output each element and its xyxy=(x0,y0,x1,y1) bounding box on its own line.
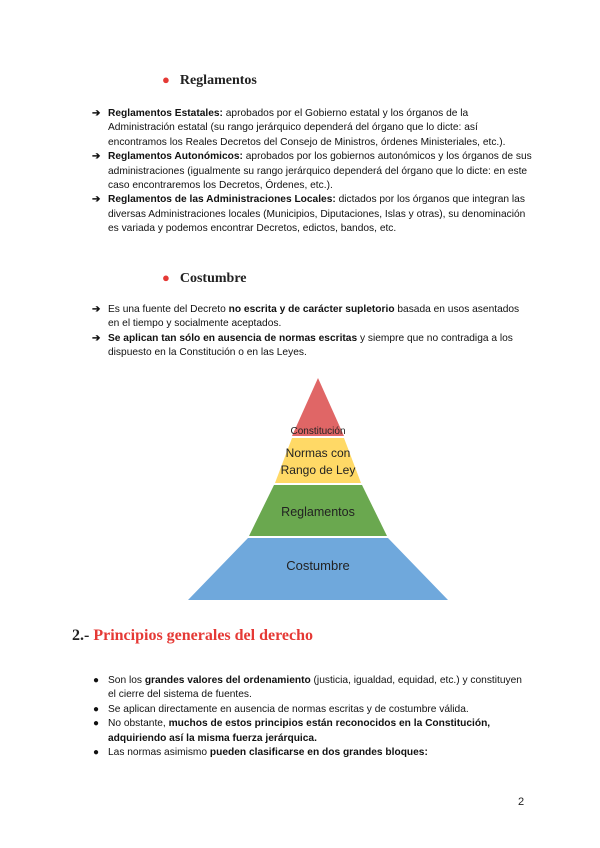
pyramid-label-reglamentos: Reglamentos xyxy=(281,505,355,519)
list-item: ➔ Reglamentos Estatales: aprobados por el Gobierno estatal y los órganos de la Administración estatal (su rango jerárquico dependerá del órgano que lo dicte: así encontramos los Reales Decretos del Consejo de Ministros, órdenes Ministeriales, etc.). xyxy=(92,108,506,148)
pyramid-label-costumbre: Costumbre xyxy=(286,558,350,573)
bullet-dot-icon: ● xyxy=(162,72,170,87)
arrow-icon: ➔ xyxy=(92,304,101,315)
pyramid-label-normas-line2: Rango de Ley xyxy=(280,463,356,477)
heading-principios: 2.- Principios generales del derecho xyxy=(72,627,313,644)
heading-costumbre: ● Costumbre xyxy=(162,270,247,286)
bullet-icon: ● xyxy=(93,747,100,759)
list-item: ➔ Se aplican tan sólo en ausencia de normas escritas y siempre que no contradiga a los dispuesto en la Constitución o en las Leyes. xyxy=(92,332,513,359)
list-item: ● Las normas asimismo pueden clasificarse en dos grandes bloques: xyxy=(92,746,532,760)
pyramid-diagram xyxy=(186,376,450,602)
costumbre-list xyxy=(92,303,532,361)
list-item: ➔ Reglamentos de las Administraciones Locales: dictados por los órganos que integran las diversas Administraciones locales (Municipios, Diputaciones, Islas y otras), su denominación es variada y podemos encontrar Decretos, edictos, bandos, etc. xyxy=(92,194,526,235)
arrow-icon: ➔ xyxy=(92,151,101,163)
arrow-icon: ➔ xyxy=(92,194,101,206)
list-item: ● Son los grandes valores del ordenamiento (justicia, igualdad, equidad, etc.) y constituyen el cierre del sistema de fuentes. xyxy=(93,675,522,701)
pyramid-label-constitucion: Constitución xyxy=(290,426,346,437)
bullet-icon: ● xyxy=(93,718,100,730)
principios-list xyxy=(92,674,532,760)
pyramid-label-normas-line1: Normas con xyxy=(285,446,351,460)
list-item: ➔ Reglamentos Autonómicos: aprobados por los gobiernos autonómicos y los órganos de sus administraciones (igualmente su rango jerárquico dependerá del órgano que lo dicte: en este caso encontraremos los Decretos, Órdenes, etc.). xyxy=(92,151,532,192)
bullet-dot-icon: ● xyxy=(162,270,170,285)
list-item: ● Se aplican directamente en ausencia de normas escritas y de costumbre válida. xyxy=(92,703,532,717)
bullet-icon: ● xyxy=(93,675,100,686)
arrow-icon: ➔ xyxy=(92,332,101,344)
reglamentos-list xyxy=(92,107,532,237)
bullet-icon: ● xyxy=(93,703,100,715)
arrow-icon: ➔ xyxy=(92,108,101,119)
list-item: ● No obstante, muchos de estos principios están reconocidos en la Constitución, adquiriendo así la misma fuerza jerárquica. xyxy=(93,718,491,744)
heading-reglamentos: ● Reglamentos xyxy=(162,72,257,88)
page-number: 2 xyxy=(518,796,525,808)
list-item: ➔ Es una fuente del Decreto no escrita y de carácter supletorio basada en usos asentados en el tiempo y socialmente aceptados. xyxy=(92,304,520,330)
